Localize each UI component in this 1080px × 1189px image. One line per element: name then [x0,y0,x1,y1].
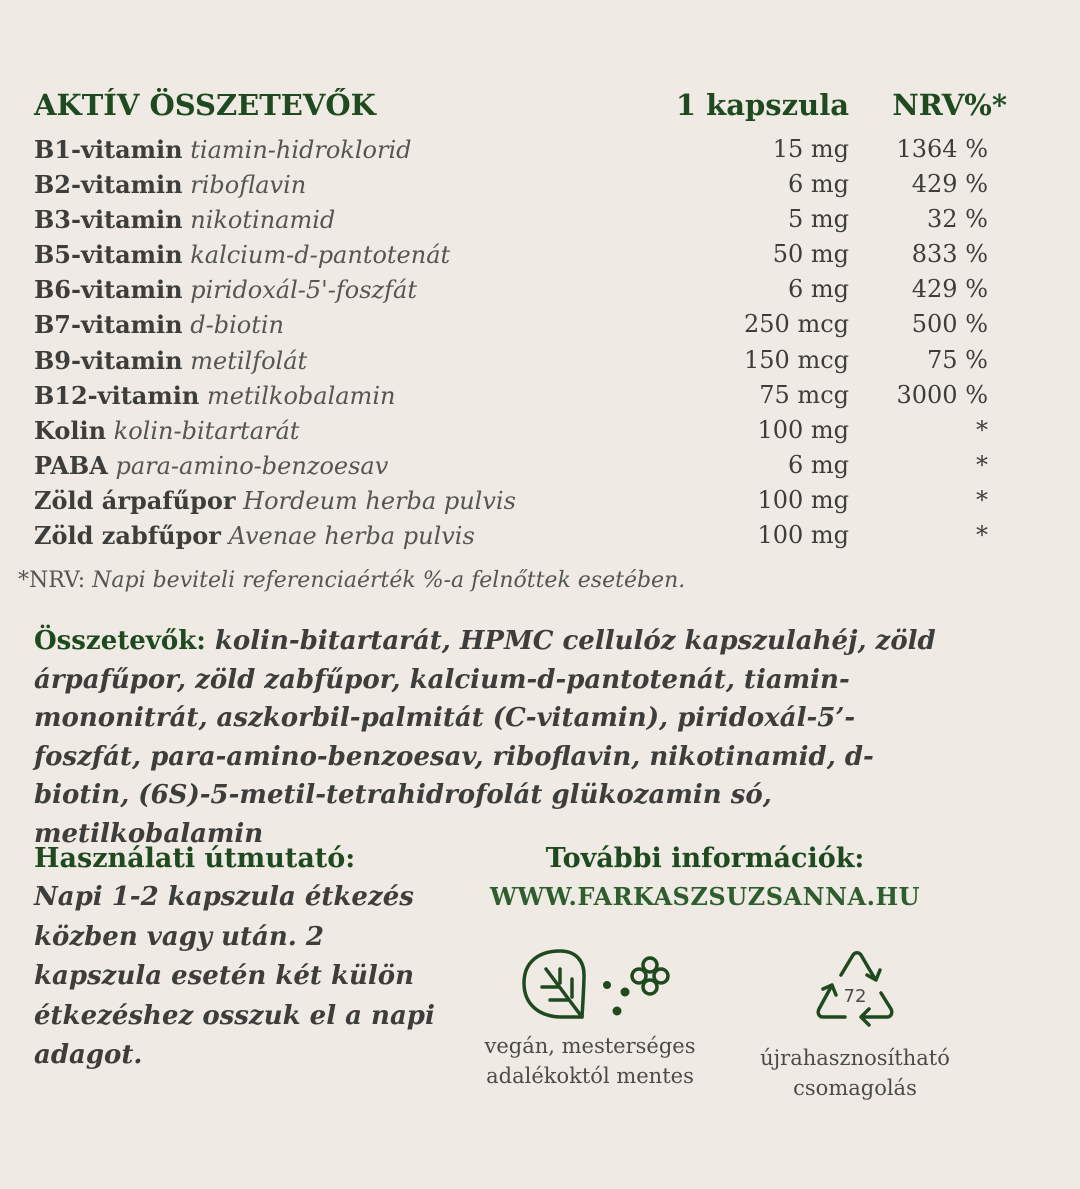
amount-cell: 100 mg [757,485,849,514]
nrv-footnote [18,568,685,593]
usage-text: Napi 1-2 kapszula étkezés közben vagy után. 2 kapszula esetén két külön étkezéshez osszuk el a napi adagot. [34,882,435,1070]
amount-cell: 6 mg [787,450,849,479]
vitamin-form: metilfolát [190,346,308,375]
amount-cell: 150 mcg [744,345,849,374]
vitamin-form: Hordeum herba pulvis [243,486,516,515]
table-row [34,378,1034,413]
vegan-caption-line2: adalékoktól mentes [486,1064,694,1088]
vitamin-name: B9-vitamin [34,345,183,375]
ingredients-label: Összetevők: [34,626,206,656]
vitamin-name: B12-vitamin [34,380,200,410]
vitamin-form: tiamin-hidroklorid [190,136,412,164]
table-row [34,237,1034,272]
ingredients-table [34,132,1034,553]
amount-cell: 6 mg [787,275,849,304]
amount-column-header: 1 kapszula [675,88,849,122]
recycle-caption-line2: csomagolás [793,1076,917,1100]
nrv-cell: 3000 % [896,380,988,409]
amount-cell: 75 mcg [759,380,849,409]
table-header [34,88,1034,126]
table-row [34,307,1034,342]
ingredients-paragraph [34,622,954,853]
vitamin-name: B7-vitamin [34,310,183,340]
table-row [34,448,1034,483]
nrv-cell: 833 % [911,240,988,269]
vitamin-name: B6-vitamin [34,275,183,305]
website-link[interactable]: WWW.FARKASZSUZSANNA.HU [489,882,921,911]
vitamin-name: B1-vitamin [34,135,183,164]
amount-cell: 6 mg [787,170,849,199]
ingredients-text: kolin-bitartarát, HPMC cellulóz kapszulahéj, zöld árpafűpor, zöld zabfűpor, kalcium-d-pantotenát, tiamin-mononitrát, aszkorbil-palmitát (C-vitamin), piridoxál-5’-foszfát, para-amino-benzoesav, riboflavin, nikotinamid, d-biotin, (6S)-5-metil-tetrahidrofolát glükozamin só, metilkobalamin [34,626,936,849]
amount-cell: 100 mg [757,521,849,550]
nrv-cell: 429 % [911,275,988,304]
footnote-prefix: *NRV: [18,568,93,593]
table-title: AKTÍV ÖSSZETEVŐK [34,88,376,122]
table-row [34,272,1034,307]
nrv-cell: 32 % [927,205,988,234]
nrv-cell: * [976,415,988,444]
amount-cell: 50 mg [772,240,849,269]
info-section [470,840,940,916]
nrv-column-header: NRV%* [892,88,1007,122]
vitamin-form: metilkobalamin [206,381,396,410]
vitamin-name: Kolin [34,415,107,445]
vegan-caption-line1: vegán, mesterséges [484,1034,696,1058]
table-row [34,132,1034,167]
usage-section [34,840,454,1076]
vitamin-form: para-amino-benzoesav [115,451,389,480]
nrv-cell: * [976,450,988,479]
recycle-icon [735,945,975,1037]
vitamin-name: Zöld zabfűpor [34,521,221,551]
vitamin-form: nikotinamid [190,206,336,235]
vitamin-form: riboflavin [190,171,307,200]
recycle-caption-line1: újrahasznosítható [760,1046,950,1070]
footnote-text: Napi beviteli referenciaérték %-a felnőttek esetében. [92,568,686,593]
amount-cell: 250 mcg [744,310,849,339]
leaf-icon [465,945,715,1025]
vitamin-name: B3-vitamin [34,205,183,235]
table-row [34,343,1034,378]
vegan-badge [465,945,715,1091]
vitamin-name: Zöld árpafűpor [34,485,236,515]
amount-cell: 15 mg [772,135,849,163]
nrv-cell: * [976,521,988,550]
nrv-cell: 500 % [911,310,988,339]
table-row [34,518,1034,553]
vitamin-form: d-biotin [190,311,284,340]
nrv-cell: 1364 % [896,135,988,163]
vitamin-name: PABA [34,450,108,480]
table-row [34,167,1034,202]
usage-title: Használati útmutató: [34,843,356,874]
amount-cell: 5 mg [787,205,849,234]
nrv-cell: 429 % [911,170,988,199]
table-row [34,413,1034,448]
vitamin-form: piridoxál-5'-foszfát [190,276,417,305]
recycle-badge [735,945,975,1103]
nrv-cell: * [976,485,988,514]
vitamin-form: kolin-bitartarát [113,416,300,445]
vitamin-name: B5-vitamin [34,240,183,270]
vitamin-form: kalcium-d-pantotenát [190,241,451,270]
nrv-cell: 75 % [927,345,988,374]
vitamin-name: B2-vitamin [34,170,183,200]
amount-cell: 100 mg [757,415,849,444]
info-title: További információk: [545,843,865,874]
table-row [34,202,1034,237]
table-row [34,483,1034,518]
recycle-code: 72 [843,986,867,1007]
vitamin-form: Avenae herba pulvis [228,522,475,551]
